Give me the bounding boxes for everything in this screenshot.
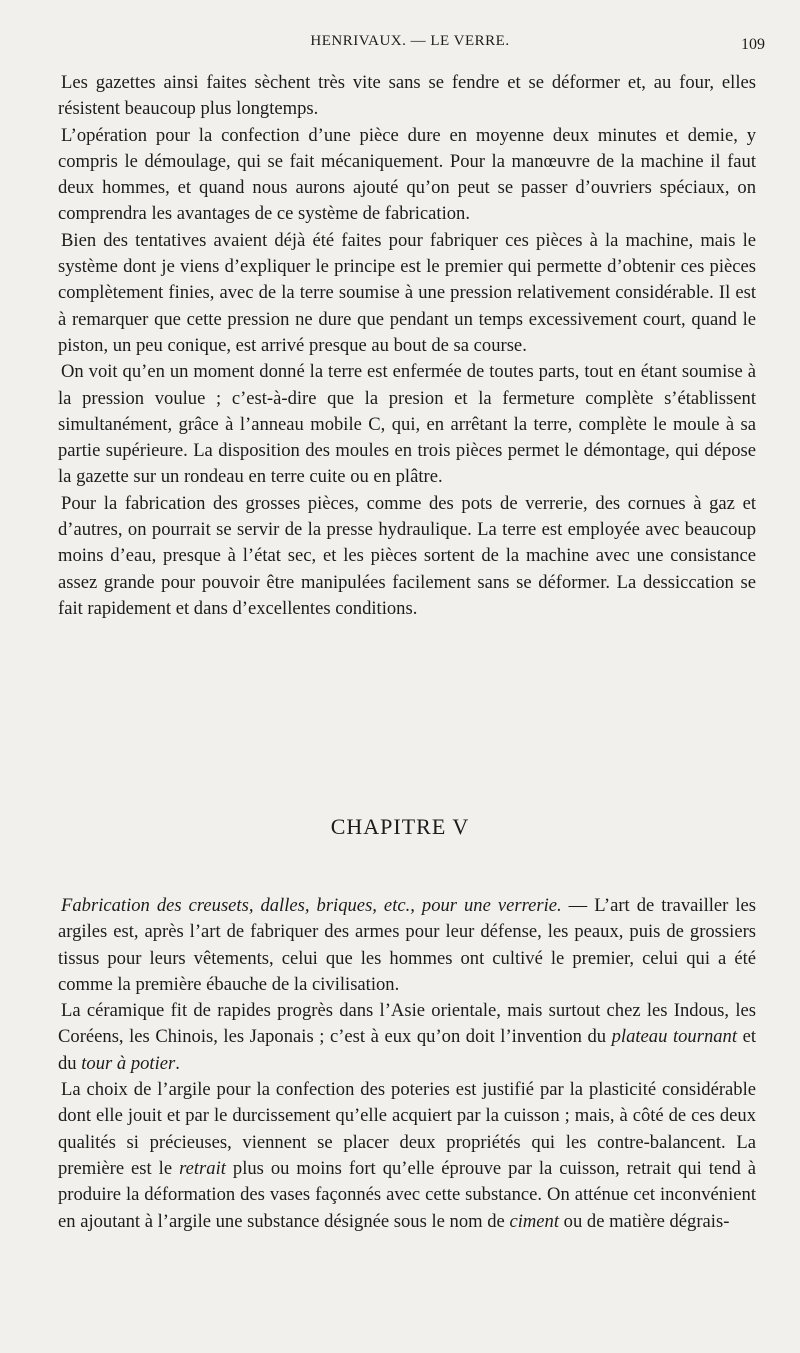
emphasis: plateau tournant — [611, 1026, 737, 1048]
paragraph-text: . — [175, 1052, 180, 1074]
chapter-title: CHAPITRE V — [330, 814, 470, 839]
page-number: 109 — [741, 36, 765, 53]
paragraph: Les gazettes ainsi faites sèchent très vite sans se fendre et se déformer et, au four, elles résistent beaucoup plus longtemps. — [58, 72, 756, 120]
paragraph-text: La choix de l’argile pour la confection des poteries est justifié par la plasticité considérable dont elle jouit et par le durcissement qu’elle acquiert par la cuisson ; mais, à côté de ces deux qualités si précieuses, viennent se placer deux propriétés qui les contre-balancent. La première est le — [58, 1079, 756, 1179]
emphasis: tour à potier — [81, 1052, 176, 1074]
paragraph-text: ou de matière dégrais- — [559, 1210, 730, 1232]
body-text-bottom — [58, 893, 756, 1235]
paragraph: Bien des tentatives avaient déjà été faites pour fabriquer ces pièces à la machine, mais le système dont je viens d’expliquer le principe est le premier qui permette d’obtenir ces pièces complètement finies, avec de la terre soumise à une pression relativement considérable. Il est à remarquer que cette pression ne dure que pendant un temps excessivement court, quand le piston, un peu conique, est arrivé presque au bout de sa course. — [58, 229, 756, 356]
paragraph: Pour la fabrication des grosses pièces, comme des pots de verrerie, des cornues à gaz et d’autres, on pourrait se servir de la presse hydraulique. La terre est employée avec beaucoup moins d’eau, presque à l’état sec, et les pièces sortent de la machine avec une consistance assez grande pour pouvoir être manipulées facilement sans se déformer. La dessiccation se fait rapidement et dans d’excellentes conditions. — [58, 492, 756, 619]
paragraph: On voit qu’en un moment donné la terre est enfermée de toutes parts, tout en étant soumise à la pression voulue ; c’est-à-dire que la presion et la fermeture complète s’établissent simultanément, grâce à l’anneau mobile C, qui, en arrêtant la terre, complète le moule à sa partie supérieure. La disposition des moules en trois pièces permet le démontage, qui dépose la gazette sur un rondeau en terre cuite ou en plâtre. — [58, 361, 756, 488]
emphasis: retrait — [179, 1157, 226, 1179]
paragraph — [58, 1077, 756, 1235]
section-heading: Fabrication des creusets, dalles, briques, etc., pour une verrerie. — [61, 895, 562, 916]
paragraph-text: La céramique fit de rapides progrès dans l’Asie orientale, mais surtout chez les Indous, les Coréens, les Chinois, les Japonais ; c’est à eux qu’on doit l’invention du — [58, 1000, 756, 1048]
body-text-top — [58, 70, 756, 622]
paragraph — [58, 893, 756, 998]
paragraph-text: — L’art de travailler les argiles est, après l’art de fabriquer des armes pour leur défense, les peaux, puis de grossiers tissus pour leurs vêtements, celui que les hommes ont cultivé le premier, celui qui a été comme la première ébauche de la civilisation. — [58, 895, 756, 995]
paragraph — [58, 998, 756, 1077]
paragraph: L’opération pour la confection d’une pièce dure en moyenne deux minutes et demie, y compris le démoulage, qui se fait mécaniquement. Pour la manœuvre de la machine il faut deux hommes, et quand nous aurons ajouté qu’on peut se passer d’ouvriers spéciaux, on comprendra les avantages de ce système de fabrication. — [58, 124, 756, 225]
paragraph-text: plus ou moins fort qu’elle éprouve par la cuisson, retrait qui tend à produire la déformation des vases façonnés avec cette substance. On atténue cet inconvénient en ajoutant à l’argile une substance désignée sous le nom de — [58, 1157, 756, 1232]
emphasis: ciment — [509, 1210, 560, 1232]
running-head: HENRIVAUX. — LE VERRE. — [310, 33, 510, 49]
paragraph-text: et du — [58, 1026, 756, 1074]
